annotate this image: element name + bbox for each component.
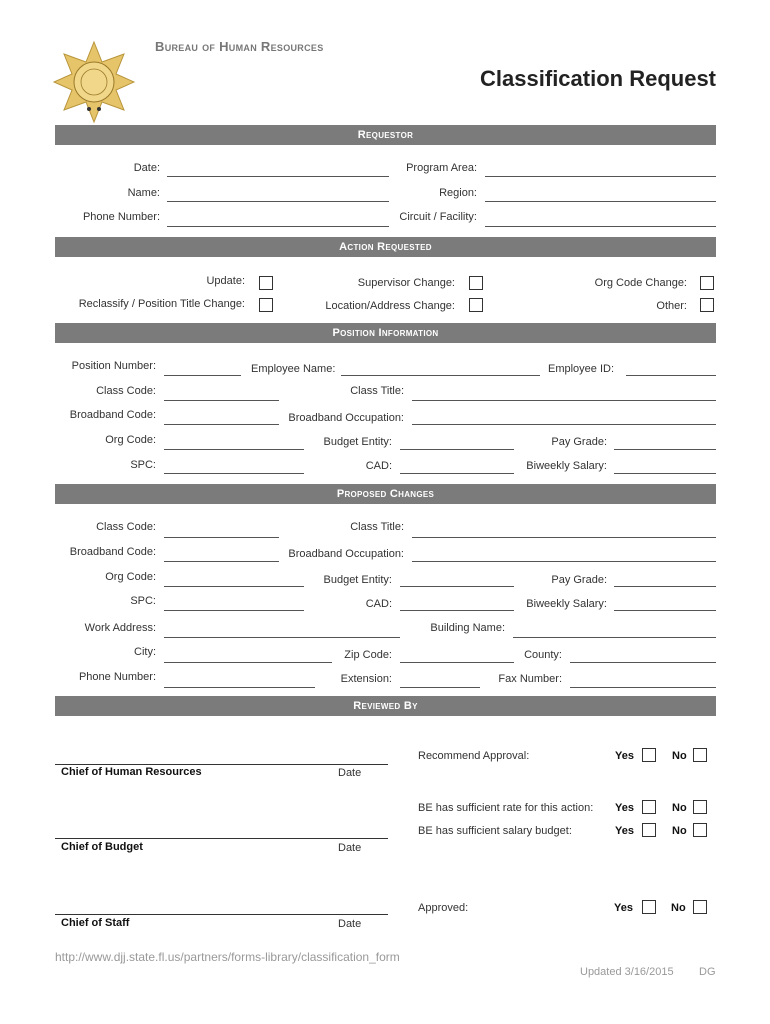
recommend-yes-label: Yes (615, 750, 634, 762)
be-rate-yes-checkbox[interactable] (642, 800, 656, 814)
page-title: Classification Request (480, 66, 716, 91)
org-code-field[interactable] (164, 449, 304, 450)
building-name-field[interactable] (513, 637, 716, 638)
section-position: Position Information (55, 323, 716, 343)
proposed-phone-field[interactable] (164, 687, 315, 688)
proposed-budget-entity-label: Budget Entity: (323, 574, 392, 586)
budget-entity-field[interactable] (400, 449, 514, 450)
phone-label: Phone Number: (82, 211, 160, 223)
budget-entity-label: Budget Entity: (323, 436, 392, 448)
be-budget-no-checkbox[interactable] (693, 823, 707, 837)
be-budget-yes-checkbox[interactable] (642, 823, 656, 837)
county-label: County: (524, 649, 562, 661)
proposed-biweekly-salary-field[interactable] (614, 610, 716, 611)
name-field[interactable] (167, 201, 389, 202)
section-proposed: Proposed Changes (55, 484, 716, 504)
class-title-field[interactable] (412, 400, 716, 401)
zip-code-label: Zip Code: (344, 649, 392, 661)
broadband-occupation-field[interactable] (412, 424, 716, 425)
spc-label: SPC: (130, 459, 156, 471)
fax-number-field[interactable] (570, 687, 716, 688)
proposed-pay-grade-label: Pay Grade: (551, 574, 607, 586)
work-address-label: Work Address: (84, 622, 156, 634)
employee-name-label: Employee Name: (251, 363, 336, 375)
region-field[interactable] (485, 201, 716, 202)
agency-seal (52, 40, 136, 124)
org-code-change-label: Org Code Change: (594, 277, 687, 289)
proposed-pay-grade-field[interactable] (614, 586, 716, 587)
supervisor-change-label: Supervisor Change: (357, 277, 455, 289)
other-label: Other: (656, 300, 687, 312)
recommend-approval-label: Recommend Approval: (418, 750, 530, 762)
supervisor-change-checkbox[interactable] (469, 276, 483, 290)
program-area-label: Program Area: (406, 162, 477, 174)
proposed-phone-label: Phone Number: (78, 671, 156, 683)
extension-label: Extension: (340, 673, 392, 685)
class-title-label: Class Title: (350, 385, 404, 397)
be-budget-label: BE has sufficient salary budget: (418, 825, 572, 837)
proposed-broadband-code-field[interactable] (164, 561, 279, 562)
update-label: Update: (206, 275, 245, 287)
class-code-label: Class Code: (96, 385, 156, 397)
position-number-label: Position Number: (71, 360, 156, 372)
zip-code-field[interactable] (400, 662, 514, 663)
proposed-class-title-label: Class Title: (350, 521, 404, 533)
circuit-field[interactable] (485, 226, 716, 227)
broadband-occupation-label: Broadband Occupation: (288, 412, 404, 424)
phone-field[interactable] (167, 226, 389, 227)
recommend-no-checkbox[interactable] (693, 748, 707, 762)
employee-name-field[interactable] (341, 375, 540, 376)
city-field[interactable] (164, 662, 332, 663)
class-code-field[interactable] (164, 400, 279, 401)
proposed-spc-field[interactable] (164, 610, 304, 611)
recommend-yes-checkbox[interactable] (642, 748, 656, 762)
proposed-broadband-occupation-field[interactable] (412, 561, 716, 562)
approved-no-checkbox[interactable] (693, 900, 707, 914)
section-reviewed: Reviewed By (55, 696, 716, 716)
name-label: Name: (127, 187, 160, 199)
broadband-code-field[interactable] (164, 424, 279, 425)
proposed-broadband-occupation-label: Broadband Occupation: (288, 548, 404, 560)
bureau-name: Bureau of Human Resources (155, 39, 324, 54)
work-address-field[interactable] (164, 637, 400, 638)
proposed-cad-label: CAD: (365, 598, 392, 610)
date-field[interactable] (167, 176, 389, 177)
chief-staff-date-label: Date (338, 918, 362, 930)
be-budget-no-label: No (672, 825, 687, 837)
fax-number-label: Fax Number: (498, 673, 562, 685)
proposed-budget-entity-field[interactable] (400, 586, 514, 587)
chief-budget-date-label: Date (338, 842, 362, 854)
employee-id-label: Employee ID: (548, 363, 615, 375)
recommend-no-label: No (672, 750, 687, 762)
proposed-class-title-field[interactable] (412, 537, 716, 538)
proposed-org-code-label: Org Code: (105, 571, 156, 583)
building-name-label: Building Name: (430, 622, 505, 634)
circuit-label: Circuit / Facility: (399, 211, 477, 223)
biweekly-salary-field[interactable] (614, 473, 716, 474)
chief-hr-date-label: Date (338, 767, 362, 779)
cad-label: CAD: (365, 460, 392, 472)
update-checkbox[interactable] (259, 276, 273, 290)
proposed-org-code-field[interactable] (164, 586, 304, 587)
pay-grade-label: Pay Grade: (551, 436, 607, 448)
chief-staff-label: Chief of Staff (61, 917, 130, 929)
approved-no-label: No (671, 902, 686, 914)
proposed-class-code-label: Class Code: (96, 521, 156, 533)
county-field[interactable] (570, 662, 716, 663)
org-code-label: Org Code: (105, 434, 156, 446)
chief-hr-signature-line[interactable] (55, 764, 388, 765)
chief-budget-signature-line[interactable] (55, 838, 388, 839)
form-url[interactable]: http://www.djj.state.fl.us/partners/forms-library/classification_form (55, 950, 400, 964)
proposed-spc-label: SPC: (130, 595, 156, 607)
chief-staff-signature-line[interactable] (55, 914, 388, 915)
location-change-label: Location/Address Change: (325, 300, 455, 312)
position-number-field[interactable] (164, 375, 241, 376)
broadband-code-label: Broadband Code: (69, 409, 156, 421)
reclassify-label: Reclassify / Position Title Change: (78, 298, 245, 310)
other-checkbox[interactable] (700, 298, 714, 312)
reclassify-checkbox[interactable] (259, 298, 273, 312)
chief-budget-label: Chief of Budget (61, 841, 143, 853)
be-rate-no-checkbox[interactable] (693, 800, 707, 814)
date-label: Date: (133, 162, 160, 174)
employee-id-field[interactable] (626, 375, 716, 376)
updated-date: Updated 3/16/2015 (580, 966, 674, 978)
proposed-class-code-field[interactable] (164, 537, 279, 538)
biweekly-salary-label: Biweekly Salary: (526, 460, 607, 472)
approved-label: Approved: (418, 902, 469, 914)
location-change-checkbox[interactable] (469, 298, 483, 312)
be-budget-yes-label: Yes (615, 825, 634, 837)
be-rate-yes-label: Yes (615, 802, 634, 814)
author-initials: DG (699, 966, 716, 978)
chief-hr-label: Chief of Human Resources (61, 766, 202, 778)
cad-field[interactable] (400, 473, 514, 474)
spc-field[interactable] (164, 473, 304, 474)
be-rate-no-label: No (672, 802, 687, 814)
program-area-field[interactable] (485, 176, 716, 177)
city-label: City: (134, 646, 156, 658)
be-rate-label: BE has sufficient rate for this action: (418, 802, 594, 814)
org-code-change-checkbox[interactable] (700, 276, 714, 290)
region-label: Region: (439, 187, 477, 199)
proposed-biweekly-salary-label: Biweekly Salary: (526, 598, 607, 610)
proposed-cad-field[interactable] (400, 610, 514, 611)
approved-yes-label: Yes (614, 902, 633, 914)
approved-yes-checkbox[interactable] (642, 900, 656, 914)
proposed-broadband-code-label: Broadband Code: (69, 546, 156, 558)
pay-grade-field[interactable] (614, 449, 716, 450)
section-action: Action Requested (55, 237, 716, 257)
extension-field[interactable] (400, 687, 480, 688)
section-requestor: Requestor (55, 125, 716, 145)
